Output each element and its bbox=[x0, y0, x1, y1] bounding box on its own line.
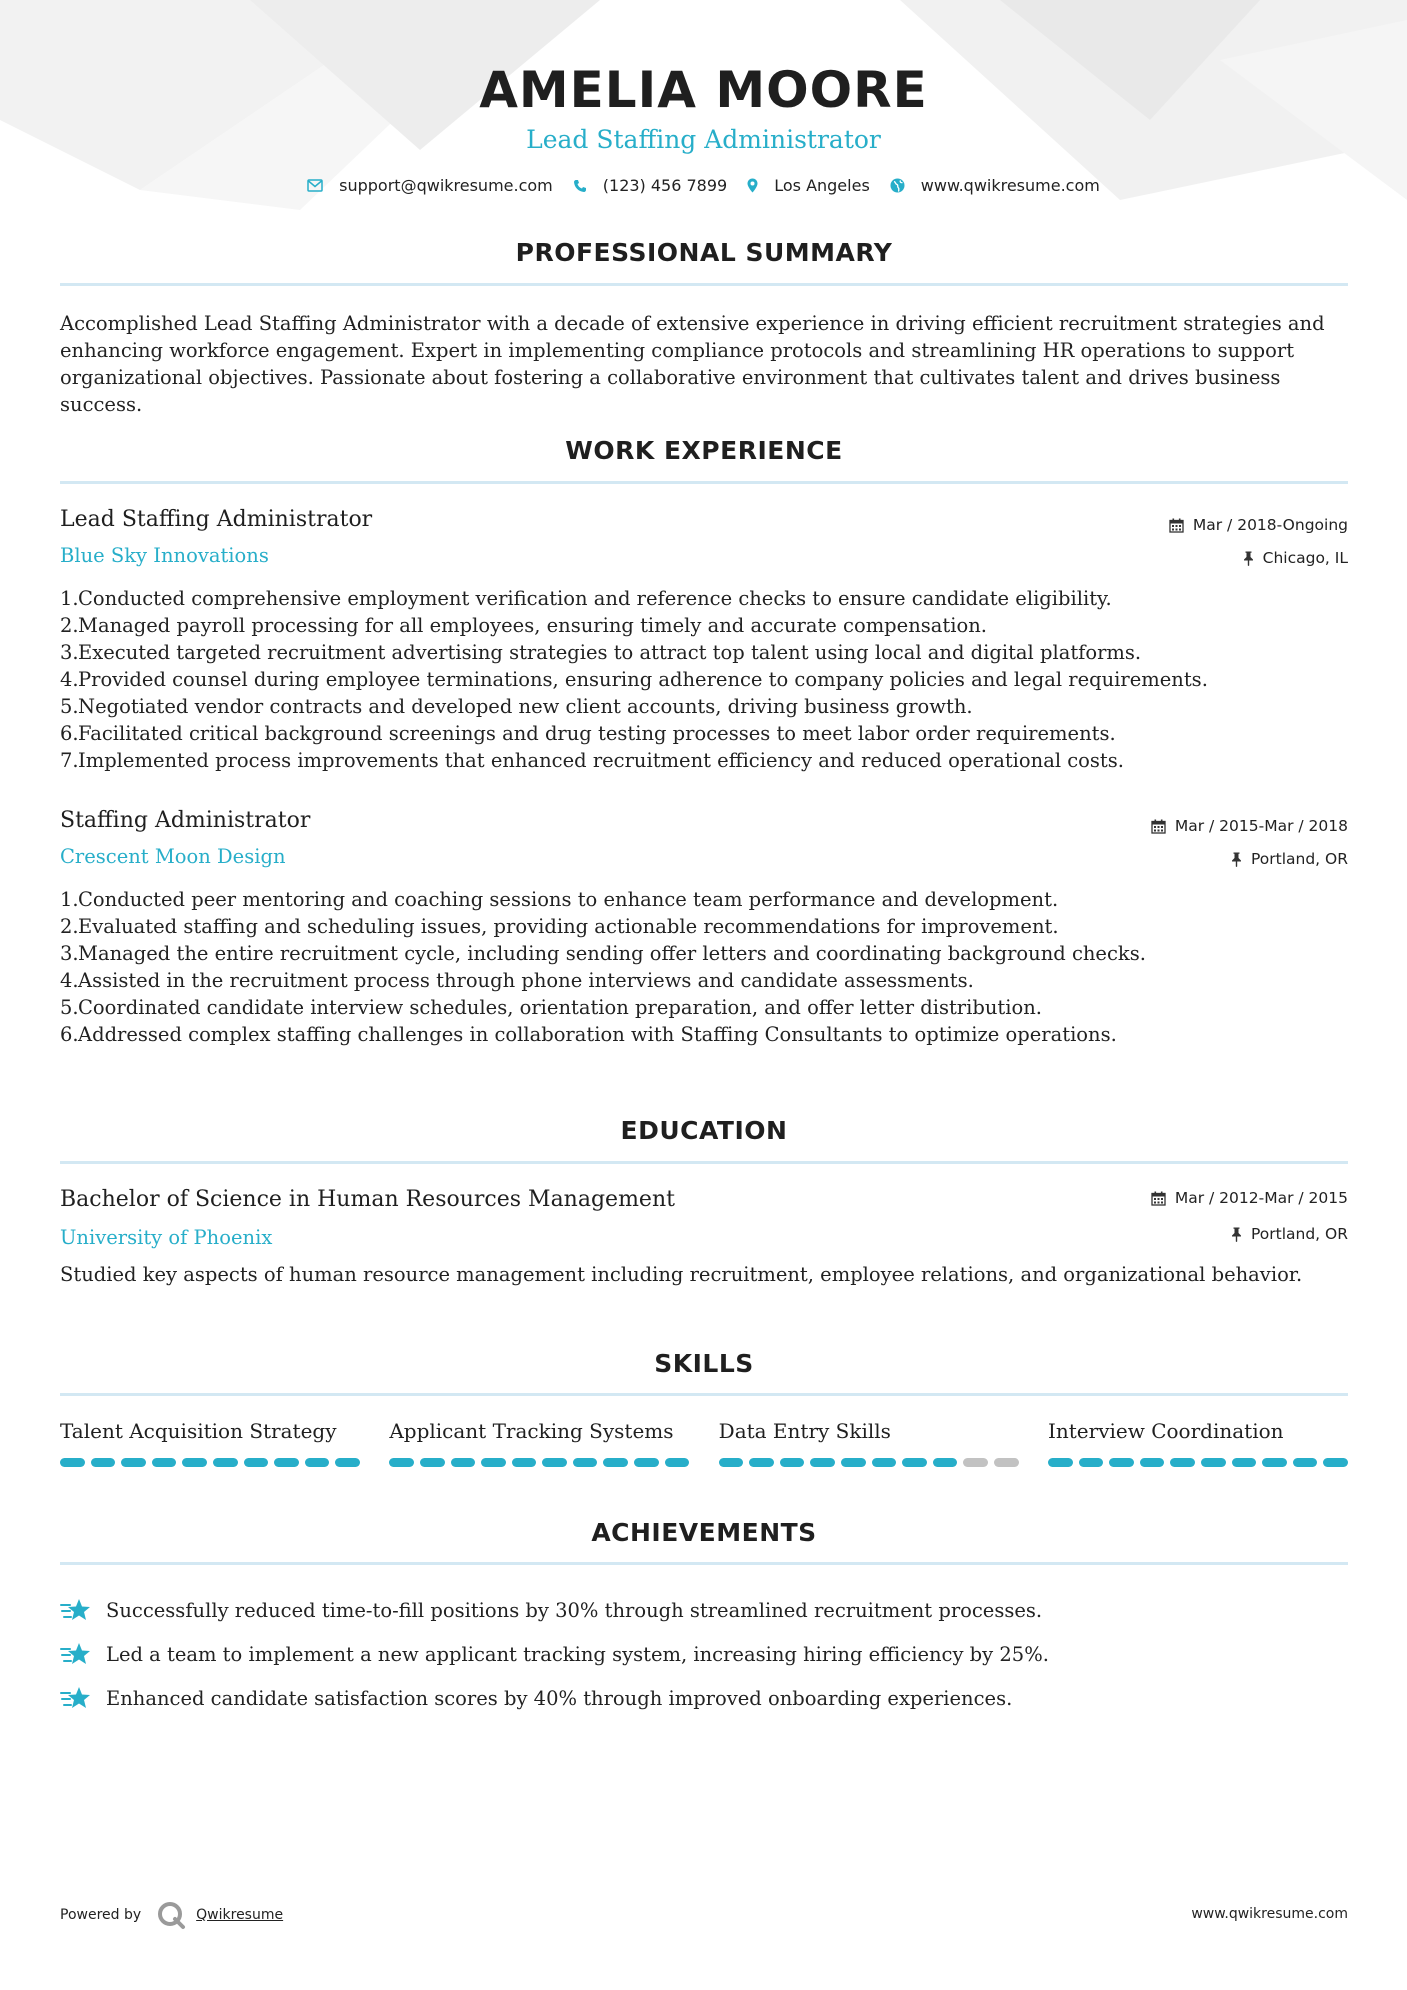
list-item: 5. Negotiated vendor contracts and developed new client accounts, driving business growth. bbox=[60, 695, 973, 718]
summary-text: Accomplished Lead Staffing Administrator with a decade of extensive experience in driving efficient recruitment strategies and enhancing workforce engagement. Expert in implementing compliance protocols and streamlining HR operations to support organizational objectives. Passionate about fostering a collaborative environment that cultivates talent and drives business success. bbox=[60, 312, 1325, 416]
list-item: 4. Assisted in the recruitment process through phone interviews and candidate assessments. bbox=[60, 969, 974, 992]
skill-name: Data Entry Skills bbox=[718, 1419, 891, 1443]
skill-level-segment bbox=[182, 1458, 207, 1467]
skill-level-segment bbox=[1109, 1458, 1134, 1467]
skill-level-segment bbox=[481, 1458, 506, 1467]
skill-level-bar bbox=[1048, 1458, 1348, 1467]
skill-level-segment bbox=[665, 1458, 690, 1467]
qwikresume-logo-icon bbox=[156, 1900, 186, 1930]
experience-divider bbox=[60, 481, 1348, 484]
skill-name: Talent Acquisition Strategy bbox=[60, 1419, 337, 1443]
experience-heading: WORK EXPERIENCE bbox=[565, 436, 843, 465]
skill-level-segment bbox=[603, 1458, 628, 1467]
powered-by-label: Powered by bbox=[60, 1907, 142, 1923]
star-icon bbox=[60, 1641, 92, 1667]
achievements-heading: ACHIEVEMENTS bbox=[591, 1518, 817, 1547]
contact-email[interactable] bbox=[307, 176, 553, 195]
job-dates bbox=[1169, 516, 1348, 534]
skill-level-segment bbox=[1232, 1458, 1257, 1467]
list-item: 7. Implemented process improvements that enhanced recruitment efficiency and reduced operational costs. bbox=[60, 749, 1124, 772]
candidate-role: Lead Staffing Administrator bbox=[526, 125, 881, 154]
skill-level-bar bbox=[719, 1458, 1019, 1467]
skill-level-segment bbox=[152, 1458, 177, 1467]
skill-level-segment bbox=[389, 1458, 414, 1467]
achievement-item bbox=[60, 1632, 1348, 1676]
job-location bbox=[1231, 850, 1348, 868]
education-description: Studied key aspects of human resource management including recruitment, employee relations, and organizational behavior. bbox=[60, 1263, 1303, 1286]
skill-level-segment bbox=[335, 1458, 360, 1467]
education-location bbox=[1231, 1225, 1348, 1243]
skill-name: Applicant Tracking Systems bbox=[389, 1419, 674, 1443]
skill-item bbox=[60, 1418, 360, 1467]
skill-level-segment bbox=[902, 1458, 927, 1467]
skill-level-segment bbox=[872, 1458, 897, 1467]
job-dates bbox=[1151, 817, 1348, 835]
skill-name: Interview Coordination bbox=[1047, 1419, 1284, 1443]
pushpin-icon bbox=[1231, 852, 1242, 867]
skill-level-segment bbox=[1140, 1458, 1165, 1467]
job-title: Staffing Administrator bbox=[60, 808, 311, 833]
skill-level-segment bbox=[542, 1458, 567, 1467]
skill-level-segment bbox=[451, 1458, 476, 1467]
job-duties bbox=[60, 585, 1348, 774]
skill-level-segment bbox=[420, 1458, 445, 1467]
summary-heading: PROFESSIONAL SUMMARY bbox=[515, 238, 893, 267]
phone-icon bbox=[573, 179, 587, 193]
skills-list bbox=[60, 1418, 1348, 1467]
list-item: 1. Conducted comprehensive employment verification and reference checks to ensure candidate eligibility. bbox=[60, 587, 1112, 610]
skill-level-segment bbox=[933, 1458, 958, 1467]
skill-level-segment bbox=[573, 1458, 598, 1467]
skill-level-segment bbox=[810, 1458, 835, 1467]
skill-level-bar bbox=[389, 1458, 689, 1467]
skill-level-segment bbox=[994, 1458, 1019, 1467]
map-pin-icon bbox=[747, 178, 758, 193]
skill-level-segment bbox=[841, 1458, 866, 1467]
education-dates bbox=[1151, 1189, 1348, 1207]
skill-level-segment bbox=[213, 1458, 238, 1467]
footer-powered-by bbox=[60, 1900, 283, 1930]
calendar-icon bbox=[1169, 518, 1184, 533]
skill-level-segment bbox=[1048, 1458, 1073, 1467]
job-company: Crescent Moon Design bbox=[60, 845, 286, 868]
achievement-item bbox=[60, 1588, 1348, 1632]
education-divider bbox=[60, 1161, 1348, 1164]
skill-level-segment bbox=[1323, 1458, 1348, 1467]
skill-level-segment bbox=[274, 1458, 299, 1467]
skill-level-segment bbox=[780, 1458, 805, 1467]
skill-level-segment bbox=[1079, 1458, 1104, 1467]
skill-level-segment bbox=[244, 1458, 269, 1467]
list-item: 3. Managed the entire recruitment cycle, including sending offer letters and coordinating background checks. bbox=[60, 942, 1146, 965]
calendar-icon bbox=[1151, 819, 1166, 834]
star-icon bbox=[60, 1597, 92, 1623]
phone-text: (123) 456 7899 bbox=[602, 176, 728, 195]
email-text: support@qwikresume.com bbox=[339, 176, 553, 195]
job-location bbox=[1243, 549, 1348, 567]
skill-level-segment bbox=[60, 1458, 85, 1467]
degree-title: Bachelor of Science in Human Resources Management bbox=[60, 1187, 675, 1212]
list-item: 4. Provided counsel during employee terminations, ensuring adherence to company policies and legal requirements. bbox=[60, 668, 1208, 691]
star-icon bbox=[60, 1685, 92, 1711]
location-text: Los Angeles bbox=[774, 176, 870, 195]
contact-phone[interactable] bbox=[573, 176, 727, 195]
resume-header bbox=[0, 58, 1407, 195]
skill-item bbox=[1048, 1418, 1348, 1467]
skills-divider bbox=[60, 1393, 1348, 1396]
job-location-text: Portland, OR bbox=[1250, 850, 1348, 868]
envelope-icon bbox=[307, 179, 323, 192]
skill-item bbox=[719, 1418, 1019, 1467]
calendar-icon bbox=[1151, 1191, 1166, 1206]
job-location-text: Chicago, IL bbox=[1262, 549, 1348, 567]
candidate-name: AMELIA MOORE bbox=[479, 61, 928, 119]
achievements-divider bbox=[60, 1562, 1348, 1565]
skill-level-segment bbox=[121, 1458, 146, 1467]
achievement-text: Enhanced candidate satisfaction scores by 40% through improved onboarding experiences. bbox=[106, 1686, 1013, 1710]
list-item: 2. Evaluated staffing and scheduling issues, providing actionable recommendations for improvement. bbox=[60, 915, 1059, 938]
job-title: Lead Staffing Administrator bbox=[60, 507, 373, 532]
skills-heading: SKILLS bbox=[654, 1349, 754, 1378]
skill-level-segment bbox=[1201, 1458, 1226, 1467]
contact-location bbox=[747, 176, 870, 195]
skill-level-segment bbox=[749, 1458, 774, 1467]
skill-level-segment bbox=[512, 1458, 537, 1467]
job-dates-text: Mar / 2018-Ongoing bbox=[1192, 516, 1348, 534]
website-text: www.qwikresume.com bbox=[920, 176, 1100, 195]
skill-level-segment bbox=[1293, 1458, 1318, 1467]
skill-level-segment bbox=[1170, 1458, 1195, 1467]
skill-level-segment bbox=[1262, 1458, 1287, 1467]
contact-website[interactable] bbox=[890, 176, 1100, 195]
school-name: University of Phoenix bbox=[60, 1226, 273, 1249]
list-item: 6. Addressed complex staffing challenges in collaboration with Staffing Consultants to optimize operations. bbox=[60, 1023, 1117, 1046]
globe-icon bbox=[890, 178, 905, 193]
achievement-item bbox=[60, 1676, 1348, 1720]
list-item: 1. Conducted peer mentoring and coaching sessions to enhance team performance and development. bbox=[60, 888, 1059, 911]
list-item: 2. Managed payroll processing for all employees, ensuring timely and accurate compensation. bbox=[60, 614, 987, 637]
job-duties bbox=[60, 886, 1348, 1048]
skill-item bbox=[389, 1418, 689, 1467]
skill-level-segment bbox=[719, 1458, 744, 1467]
list-item: 6. Facilitated critical background screenings and drug testing processes to meet labor order requirements. bbox=[60, 722, 1116, 745]
contact-bar bbox=[0, 176, 1407, 195]
education-location-text: Portland, OR bbox=[1250, 1225, 1348, 1243]
footer-website[interactable]: www.qwikresume.com bbox=[1191, 1906, 1348, 1922]
education-dates-text: Mar / 2012-Mar / 2015 bbox=[1174, 1189, 1348, 1207]
skill-level-bar bbox=[60, 1458, 360, 1467]
achievements-list bbox=[60, 1588, 1348, 1720]
brand-link[interactable]: Qwikresume bbox=[196, 1907, 284, 1923]
education-heading: EDUCATION bbox=[620, 1116, 788, 1145]
achievement-text: Successfully reduced time-to-fill positions by 30% through streamlined recruitment processes. bbox=[106, 1598, 1043, 1622]
skill-level-segment bbox=[634, 1458, 659, 1467]
skill-level-segment bbox=[91, 1458, 116, 1467]
skill-level-segment bbox=[305, 1458, 330, 1467]
job-company: Blue Sky Innovations bbox=[60, 544, 269, 567]
pushpin-icon bbox=[1243, 551, 1254, 566]
job-dates-text: Mar / 2015-Mar / 2018 bbox=[1174, 817, 1348, 835]
pushpin-icon bbox=[1231, 1227, 1242, 1242]
skill-level-segment bbox=[963, 1458, 988, 1467]
summary-divider bbox=[60, 283, 1348, 286]
list-item: 5. Coordinated candidate interview schedules, orientation preparation, and offer letter distribution. bbox=[60, 996, 1042, 1019]
achievement-text: Led a team to implement a new applicant tracking system, increasing hiring efficiency by 25%. bbox=[106, 1642, 1049, 1666]
list-item: 3. Executed targeted recruitment advertising strategies to attract top talent using local and digital platforms. bbox=[60, 641, 1142, 664]
